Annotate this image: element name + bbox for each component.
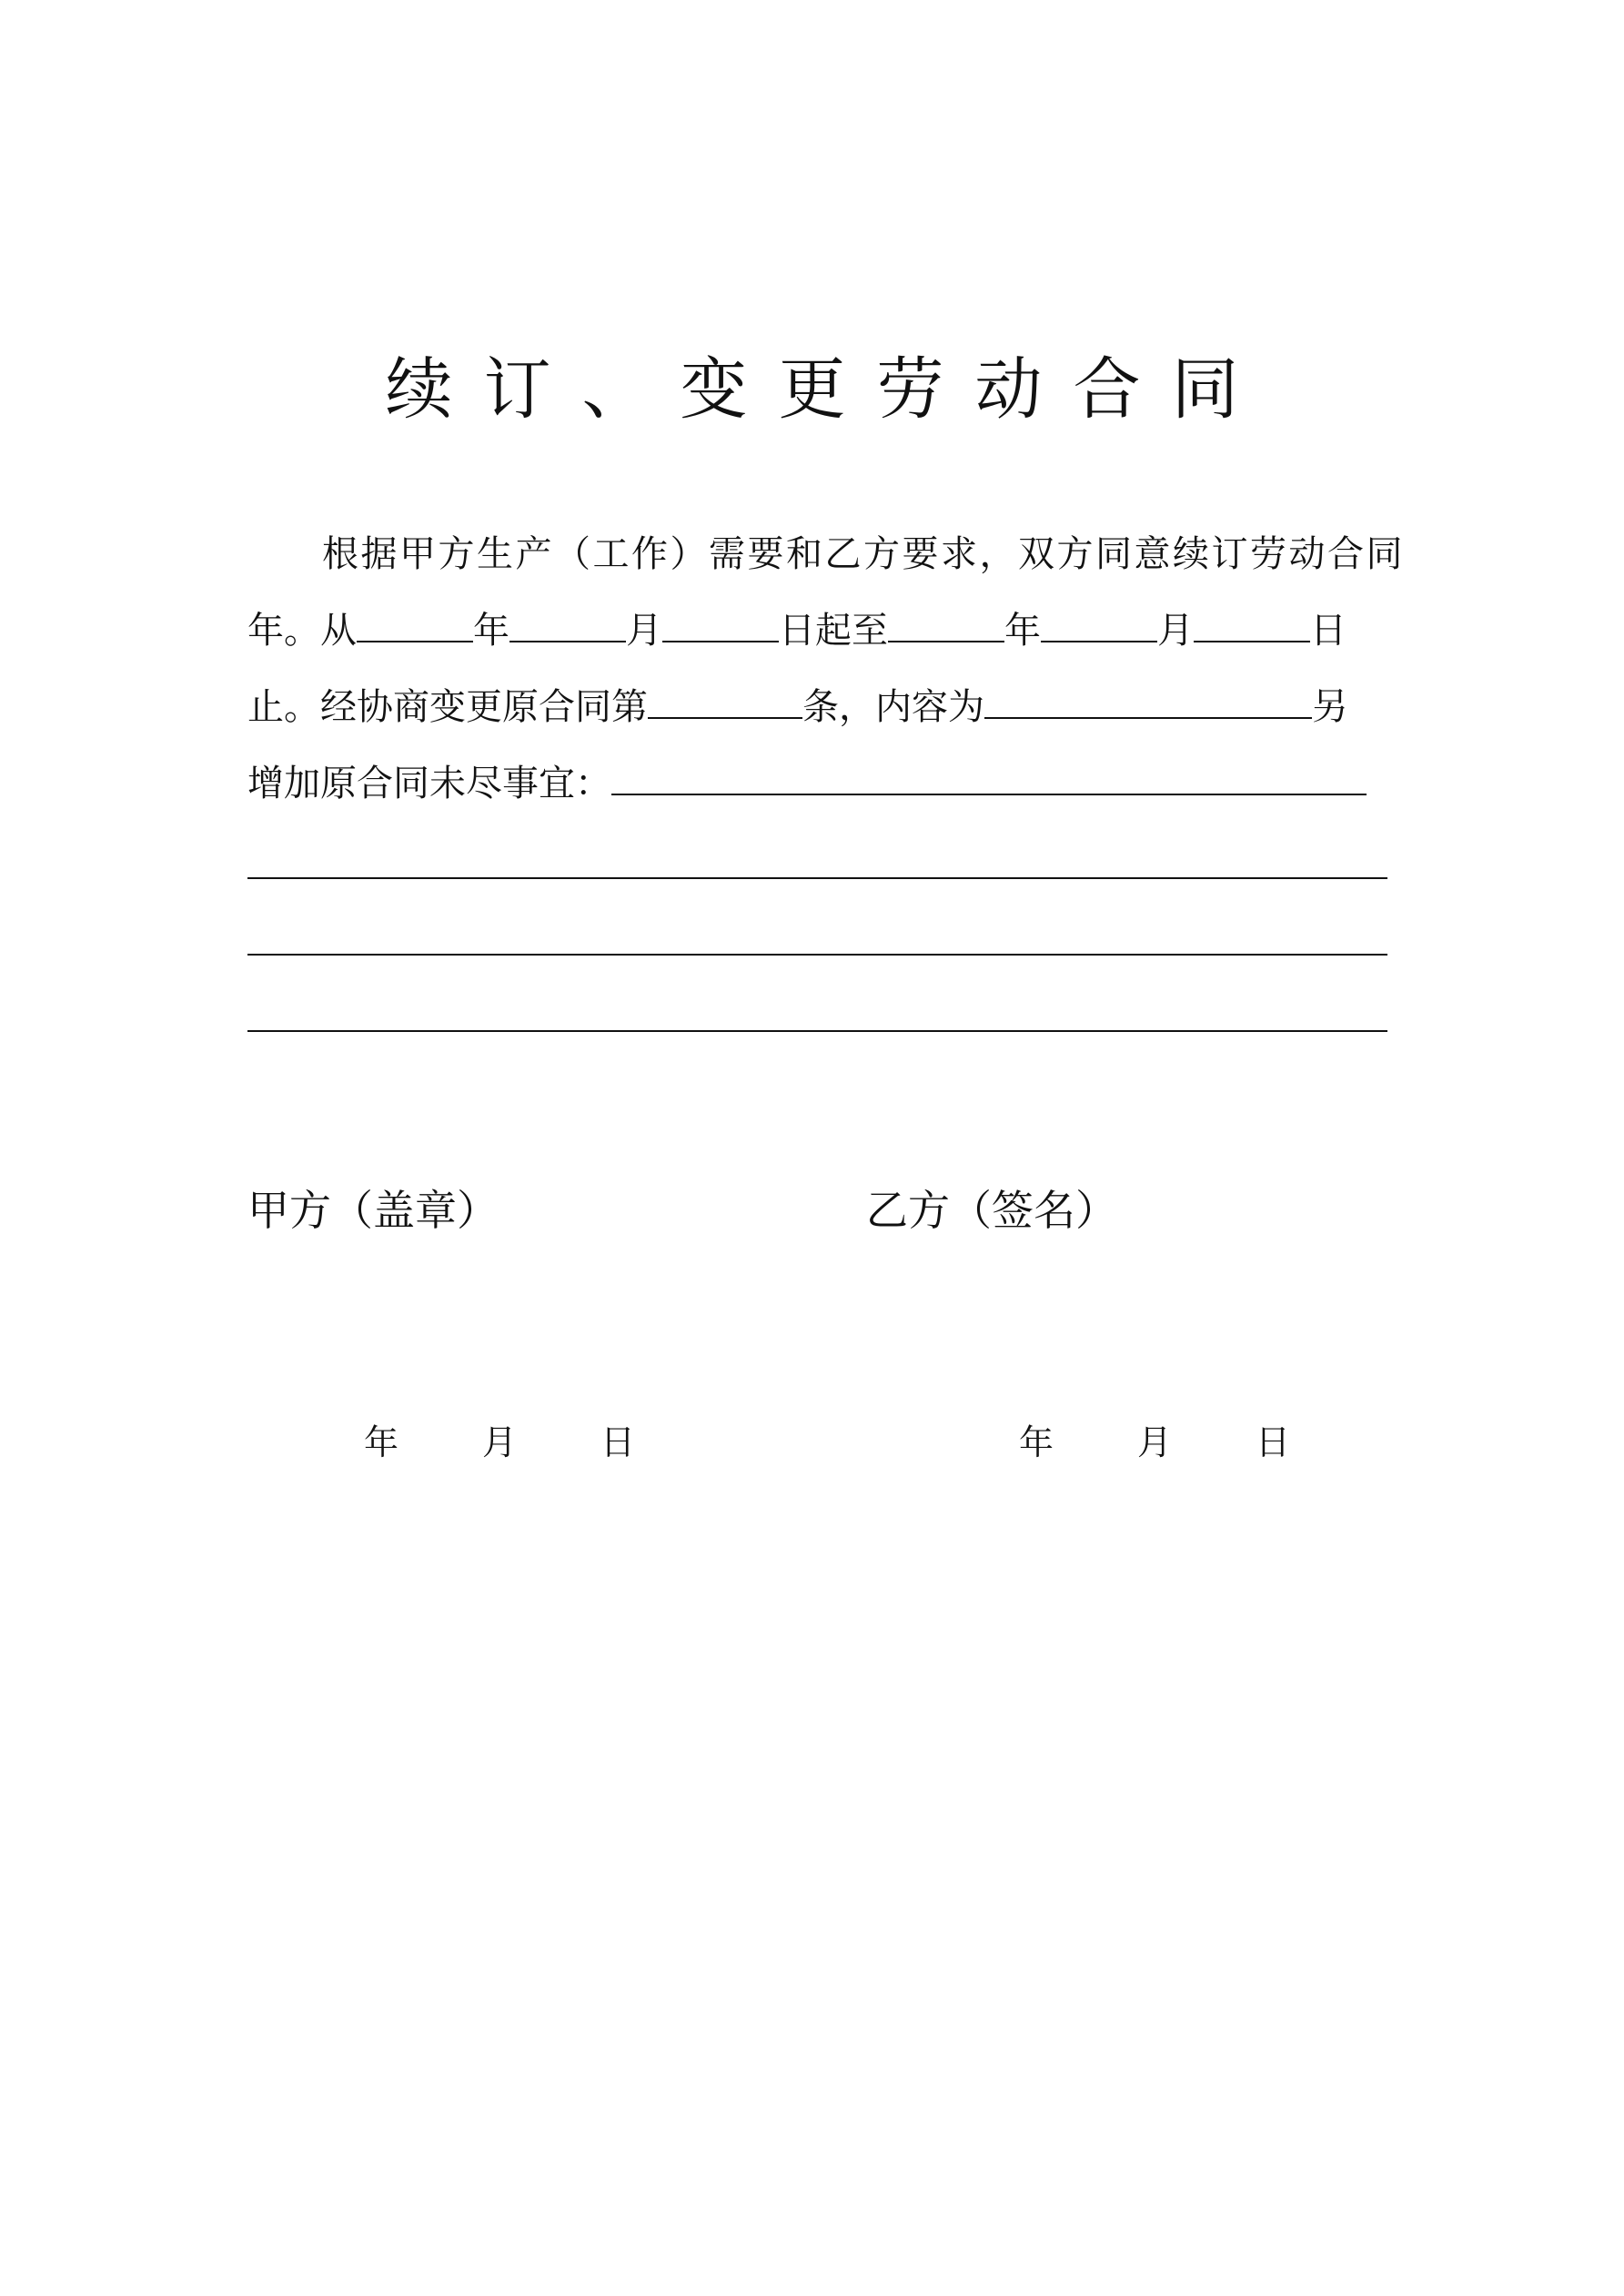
title-char: 订 (483, 350, 551, 429)
title-char: 合 (1073, 350, 1141, 429)
date-month: 月 (482, 1422, 518, 1462)
date-year: 年 (364, 1422, 399, 1462)
body-text: 年 (473, 610, 509, 652)
body-line-2 (247, 592, 1387, 669)
date-day: 日 (1256, 1422, 1291, 1462)
title-char: 续 (385, 350, 453, 429)
body-text: 另 (1312, 686, 1348, 728)
title-char: 动 (974, 350, 1043, 429)
end-month-blank[interactable] (1041, 604, 1157, 642)
body-text: 日起至 (779, 610, 888, 652)
body-line-3 (247, 669, 1387, 745)
title-char: 、 (581, 350, 650, 429)
title-char: 同 (1171, 350, 1239, 429)
body-text: 日 (1310, 610, 1347, 652)
party-a-date (364, 1420, 635, 1465)
additional-matters-line[interactable] (247, 954, 1387, 956)
content-blank[interactable] (984, 681, 1312, 719)
body-line-1 (247, 516, 1405, 592)
document-title (0, 344, 1624, 435)
body-text: 止。经协商变更原合同第 (247, 686, 648, 728)
clause-number-blank[interactable] (648, 681, 802, 719)
title-char: 更 (778, 350, 846, 429)
start-day-blank[interactable] (662, 604, 779, 642)
end-day-blank[interactable] (1194, 604, 1310, 642)
date-month: 月 (1137, 1422, 1173, 1462)
body-text: 月 (1157, 610, 1194, 652)
body-text: 年。从 (247, 610, 357, 652)
start-year-blank[interactable] (357, 604, 473, 642)
body-text: 条，内容为 (802, 686, 984, 728)
body-text: 根据甲方生产（工作）需要和乙方要求，双方同意续订劳动合同 (322, 533, 1405, 575)
start-month-blank[interactable] (509, 604, 626, 642)
additional-matters-line[interactable] (247, 1030, 1387, 1032)
date-day: 日 (600, 1422, 636, 1462)
body-text: 月 (626, 610, 662, 652)
party-a-signature-label: 甲方（盖章） (247, 1186, 499, 1235)
body-line-4 (247, 745, 1387, 822)
party-b-signature-label: 乙方（签名） (866, 1186, 1117, 1235)
additional-matters-blank[interactable] (611, 757, 1367, 795)
party-b-date (1019, 1420, 1290, 1465)
body-text: 年 (1004, 610, 1041, 652)
title-char: 劳 (876, 350, 944, 429)
end-year-blank[interactable] (888, 604, 1004, 642)
date-year: 年 (1019, 1422, 1054, 1462)
title-char: 变 (680, 350, 748, 429)
body-text: 增加原合同未尽事宜： (247, 763, 611, 804)
additional-matters-line[interactable] (247, 877, 1387, 879)
